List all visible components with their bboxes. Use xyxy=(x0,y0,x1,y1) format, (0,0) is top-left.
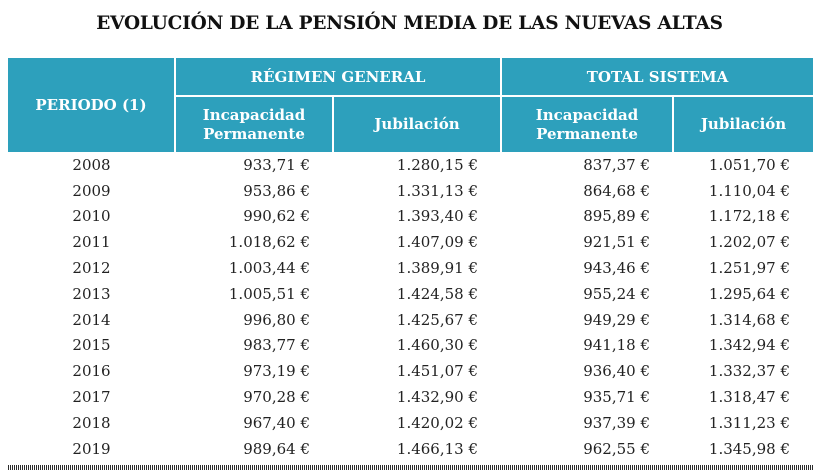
value-cell: 1.332,37 € xyxy=(673,358,813,384)
value-cell: 973,19 € xyxy=(175,358,333,384)
year-cell: 2013 xyxy=(8,281,175,307)
value-cell: 1.295,64 € xyxy=(673,281,813,307)
value-cell: 941,18 € xyxy=(501,333,673,359)
value-cell: 989,64 € xyxy=(175,436,333,462)
value-cell: 955,24 € xyxy=(501,281,673,307)
table-row xyxy=(8,204,813,230)
year-cell: 2018 xyxy=(8,410,175,436)
value-cell: 949,29 € xyxy=(501,307,673,333)
value-cell: 1.331,13 € xyxy=(333,178,501,204)
value-cell: 935,71 € xyxy=(501,384,673,410)
value-cell: 921,51 € xyxy=(501,229,673,255)
value-cell: 1.172,18 € xyxy=(673,204,813,230)
header-total-sistema: TOTAL SISTEMA xyxy=(501,58,813,96)
value-cell: 962,55 € xyxy=(501,436,673,462)
table-row xyxy=(8,255,813,281)
group-header-row xyxy=(8,58,813,96)
table-title: EVOLUCIÓN DE LA PENSIÓN MEDIA DE LAS NUEVAS ALTAS xyxy=(96,13,723,34)
table-row xyxy=(8,384,813,410)
header-periodo: PERIODO (1) xyxy=(8,58,175,152)
table-row xyxy=(8,152,813,178)
value-cell: 970,28 € xyxy=(175,384,333,410)
value-cell: 1.311,23 € xyxy=(673,410,813,436)
value-cell: 1.110,04 € xyxy=(673,178,813,204)
pension-table xyxy=(8,58,813,462)
value-cell: 1.018,62 € xyxy=(175,229,333,255)
value-cell: 1.460,30 € xyxy=(333,333,501,359)
subheader-incapacidad-permanente-rg: Incapacidad Permanente xyxy=(175,96,333,152)
table-row xyxy=(8,178,813,204)
value-cell: 1.318,47 € xyxy=(673,384,813,410)
value-cell: 1.451,07 € xyxy=(333,358,501,384)
value-cell: 1.005,51 € xyxy=(175,281,333,307)
value-cell: 1.424,58 € xyxy=(333,281,501,307)
table-row xyxy=(8,410,813,436)
value-cell: 1.280,15 € xyxy=(333,152,501,178)
year-cell: 2012 xyxy=(8,255,175,281)
value-cell: 1.420,02 € xyxy=(333,410,501,436)
table-row xyxy=(8,281,813,307)
value-cell: 1.393,40 € xyxy=(333,204,501,230)
value-cell: 1.466,13 € xyxy=(333,436,501,462)
value-cell: 864,68 € xyxy=(501,178,673,204)
table-row xyxy=(8,358,813,384)
value-cell: 837,37 € xyxy=(501,152,673,178)
value-cell: 1.314,68 € xyxy=(673,307,813,333)
table-body xyxy=(8,152,813,462)
year-cell: 2016 xyxy=(8,358,175,384)
year-cell: 2019 xyxy=(8,436,175,462)
year-cell: 2008 xyxy=(8,152,175,178)
value-cell: 990,62 € xyxy=(175,204,333,230)
value-cell: 1.003,44 € xyxy=(175,255,333,281)
value-cell: 1.407,09 € xyxy=(333,229,501,255)
value-cell: 1.432,90 € xyxy=(333,384,501,410)
year-cell: 2010 xyxy=(8,204,175,230)
bottom-dotted-border xyxy=(8,465,813,470)
table-header xyxy=(8,58,813,152)
value-cell: 967,40 € xyxy=(175,410,333,436)
table-row xyxy=(8,436,813,462)
value-cell: 996,80 € xyxy=(175,307,333,333)
value-cell: 1.345,98 € xyxy=(673,436,813,462)
value-cell: 933,71 € xyxy=(175,152,333,178)
value-cell: 937,39 € xyxy=(501,410,673,436)
year-cell: 2011 xyxy=(8,229,175,255)
subheader-jubilacion-ts: Jubilación xyxy=(673,96,813,152)
value-cell: 1.051,70 € xyxy=(673,152,813,178)
table-row xyxy=(8,229,813,255)
year-cell: 2017 xyxy=(8,384,175,410)
year-cell: 2009 xyxy=(8,178,175,204)
value-cell: 1.202,07 € xyxy=(673,229,813,255)
value-cell: 1.389,91 € xyxy=(333,255,501,281)
value-cell: 1.342,94 € xyxy=(673,333,813,359)
value-cell: 1.425,67 € xyxy=(333,307,501,333)
value-cell: 895,89 € xyxy=(501,204,673,230)
value-cell: 936,40 € xyxy=(501,358,673,384)
value-cell: 983,77 € xyxy=(175,333,333,359)
table-row xyxy=(8,307,813,333)
year-cell: 2014 xyxy=(8,307,175,333)
year-cell: 2015 xyxy=(8,333,175,359)
header-regimen-general: RÉGIMEN GENERAL xyxy=(175,58,501,96)
value-cell: 1.251,97 € xyxy=(673,255,813,281)
value-cell: 943,46 € xyxy=(501,255,673,281)
subheader-jubilacion-rg: Jubilación xyxy=(333,96,501,152)
subheader-incapacidad-permanente-ts: Incapacidad Permanente xyxy=(501,96,673,152)
table-row xyxy=(8,333,813,359)
value-cell: 953,86 € xyxy=(175,178,333,204)
